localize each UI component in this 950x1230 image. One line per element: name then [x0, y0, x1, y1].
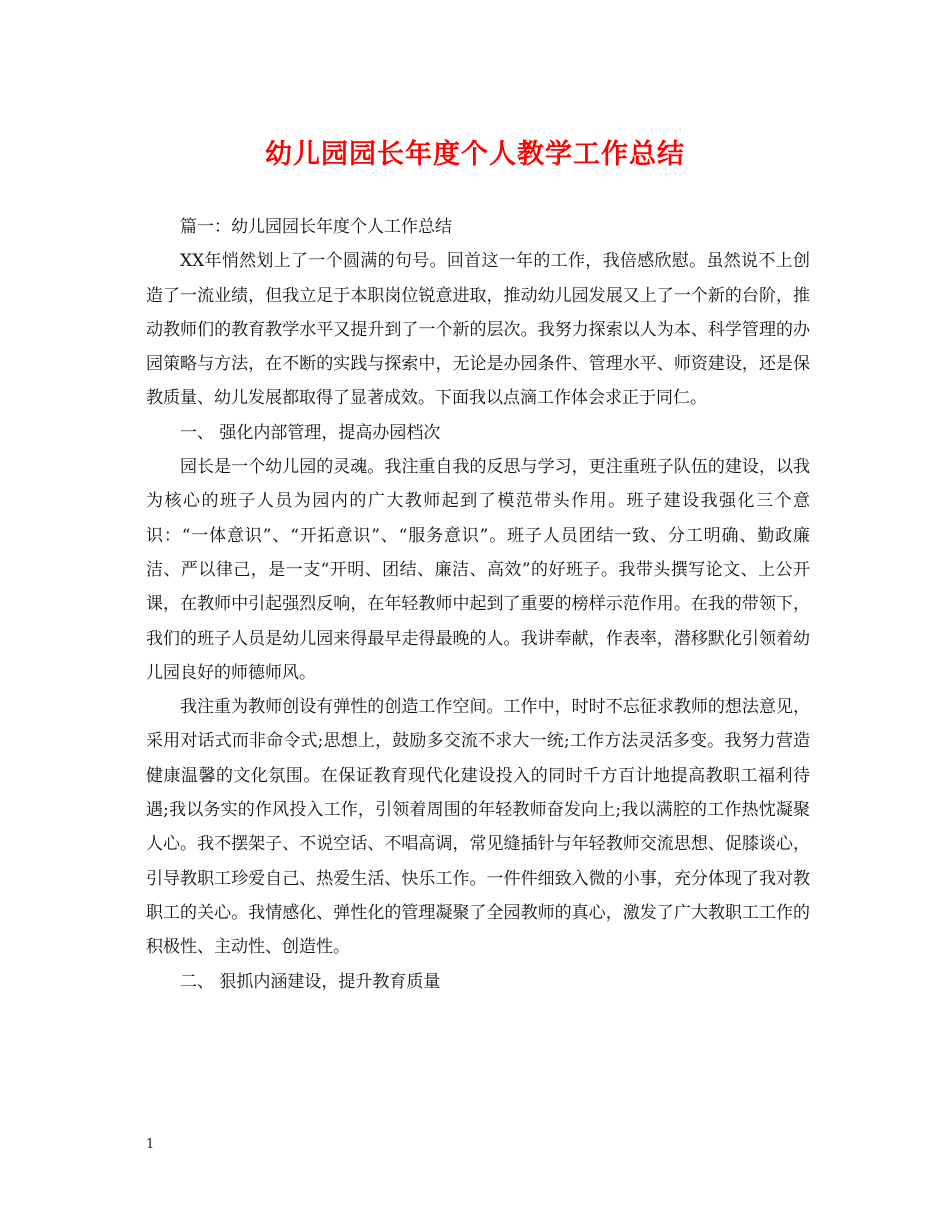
body-paragraph: 园长是一个幼儿园的灵魂。我注重自我的反思与学习，更注重班子队伍的建设，以我为核心的班子人员为园内的广大教师起到了模范带头作用。班子建设我强化三个意识：“一体意识”、“开拓意识”、“服务意识”。班子人员团结一致、分工明确、勤政廉洁、严以律己，是一支“开明、团结、廉洁、高效”的好班子。我带头撰写论文、上公开课，在教师中引起强烈反响，在年轻教师中起到了重要的榜样示范作用。在我的带领下，我们的班子人员是幼儿园来得最早走得最晚的人。我讲奉献，作表率，潜移默化引领着幼儿园良好的师德师风。 — [146, 457, 810, 683]
section-heading: 二、 狠抓内涵建设，提升教育质量 — [180, 971, 441, 992]
body-paragraph: 我注重为教师创设有弹性的创造工作空间。工作中，时时不忘征求教师的想法意见，采用对话式而非命令式;思想上，鼓励多交流不求大一统;工作方法灵活多变。我努力营造健康温馨的文化氛围。在保证教育现代化建设投入的同时千方百计地提高教职工福利待遇;我以务实的作风投入工作，引领着周围的年轻教师奋发向上;我以满腔的工作热忱凝聚人心。我不摆架子、不说空话、不唱高调，常见缝插针与年轻教师交流思想、促膝谈心，引导教职工珍爱自己、热爱生活、快乐工作。一件件细致入微的小事，充分体现了我对教职工的关心。我情感化、弹性化的管理凝聚了全园教师的真心，激发了广大教职工工作的积极性、主动性、创造性。 — [146, 697, 810, 958]
section-heading: 一、 强化内部管理，提高办园档次 — [180, 422, 441, 443]
body-paragraph: XX年悄然划上了一个圆满的句号。回首这一年的工作，我倍感欣慰。虽然说不上创造了一流业绩，但我立足于本职岗位锐意进取，推动幼儿园发展又上了一个新的台阶，推动教师们的教育教学水平又提升到了一个新的层次。我努力探索以人为本、科学管理的办园策略与方法，在不断的实践与探索中，无论是办园条件、管理水平、师资建设，还是保教质量、幼儿发展都取得了显著成效。下面我以点滴工作体会求正于同仁。 — [146, 251, 810, 409]
section-subtitle: 篇一：幼儿园园长年度个人工作总结 — [180, 217, 452, 237]
page-number: 1 — [146, 1137, 155, 1152]
document-title: 幼儿园园长年度个人教学工作总结 — [265, 139, 685, 170]
document-body — [146, 210, 810, 999]
